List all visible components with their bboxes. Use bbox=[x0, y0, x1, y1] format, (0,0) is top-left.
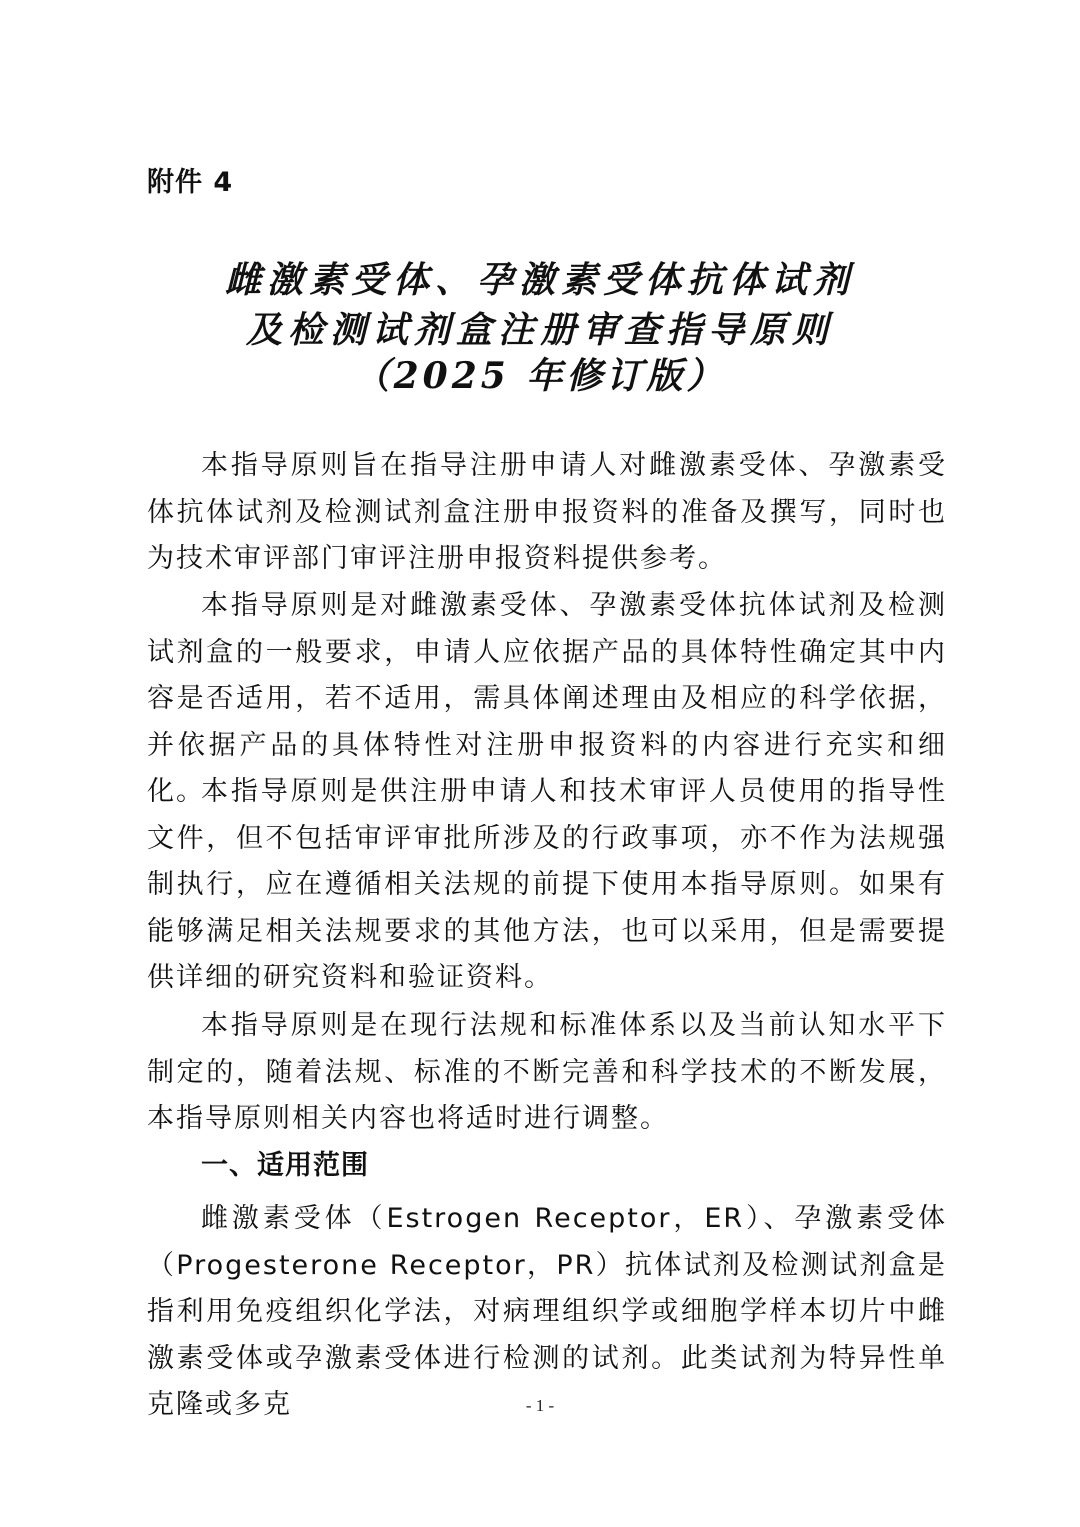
paragraph-4-block bbox=[147, 1003, 947, 1143]
paragraph-3-block bbox=[147, 769, 947, 1002]
paragraph-1-block bbox=[147, 443, 947, 583]
section-paragraph-block bbox=[147, 1196, 947, 1429]
section-heading: 一、适用范围 bbox=[201, 1150, 369, 1181]
section-paragraph: 雌激素受体（Estrogen Receptor，ER）、孕激素受体（Progesterone Receptor，PR）抗体试剂及检测试剂盒是指利用免疫组织化学法，对病理组织学或细胞学样本切片中雌激素受体或孕激素受体进行检测的试剂。此类试剂为特异性单克隆或多克 bbox=[147, 1203, 947, 1421]
document-title-line-3: （2025 年修订版） bbox=[353, 355, 727, 397]
section-heading-block bbox=[147, 1143, 947, 1190]
document-title-line-1: 雌激素受体、孕激素受体抗体试剂 bbox=[224, 259, 855, 301]
paragraph: 本指导原则旨在指导注册申请人对雌激素受体、孕激素受体抗体试剂及检测试剂盒注册申报资料的准备及撰写，同时也为技术审评部门审评注册申报资料提供参考。 bbox=[147, 450, 947, 575]
attachment-label: 附件 4 bbox=[147, 167, 234, 198]
paragraph: 本指导原则是供注册申请人和技术审评人员使用的指导性文件，但不包括审评审批所涉及的行政事项，亦不作为法规强制执行，应在遵循相关法规的前提下使用本指导原则。如果有能够满足相关法规要求的其他方法，也可以采用，但是需要提供详细的研究资料和验证资料。 bbox=[147, 776, 947, 994]
page-number: - 1 - bbox=[525, 1396, 555, 1415]
document-title-line-2: 及检测试剂盒注册审查指导原则 bbox=[245, 309, 834, 351]
paragraph: 本指导原则是对雌激素受体、孕激素受体抗体试剂及检测试剂盒的一般要求，申请人应依据产品的具体特性确定其中内容是否适用，若不适用，需具体阐述理由及相应的科学依据，并依据产品的具体特性对注册申报资料的内容进行充实和细化。 bbox=[147, 590, 947, 808]
paragraph: 本指导原则是在现行法规和标准体系以及当前认知水平下制定的，随着法规、标准的不断完善和科学技术的不断发展，本指导原则相关内容也将适时进行调整。 bbox=[147, 1010, 947, 1135]
